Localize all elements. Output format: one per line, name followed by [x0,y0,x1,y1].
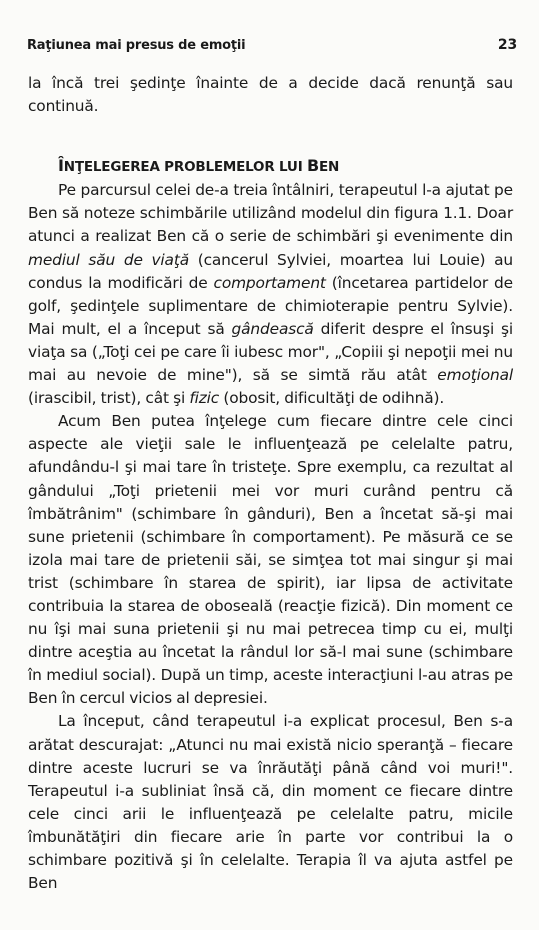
p1-text-6: (obosit, dificultăţi de odihnă). [219,389,445,408]
p1-text-2: (cancerul Sylviei, moartea lui Louie) au condus la modificări de [28,250,513,292]
heading-part-2: EN [319,159,340,176]
running-header [27,37,517,57]
p1-text-5: (irascibil, trist), cât şi [28,389,190,408]
p1-italic-3: gândească [231,319,314,338]
p1-italic-5: fizic [189,389,220,408]
page-number: 23 [497,37,517,53]
body-paragraph-3: La început, când terapeutul i-a explicat procesul, Ben s-a arătat descurajat: „Atunci nu mai există nicio speranţă – fiecare dintre aceste lucruri se va înrăutăţi până când voi muri!". Terapeutul i-a subliniat însă că, din moment ce fiecare dintre cele cinci arii le influenţează pe celelalte patru, micile îmbunătăţiri din fiecare arie în parte vor contribui la o schimbare pozitivă şi în celelalte. Terapia îl va ajuta astfel pe Ben [28,712,513,893]
body-paragraph-1 [28,179,513,410]
p1-text-3: (încetarea partidelor de golf, şedinţele suplimentare de chimioterapie pentru Sylvie). Mai mult, el a început să [28,273,513,338]
body-paragraph-2: Acum Ben putea înţelege cum fiecare dintre cele cinci aspecte ale vieţii sale le influenţează pe celelalte patru, afundându-l şi mai tare în tristeţe. Spre exemplu, ca rezultat al gândului „Toţi prietenii mei vor muri curând pentru că îmbătrânim" (schimbare în gânduri), Ben a încetat să-şi mai sune prietenii (schimbare în comportament). Pe măsură ce se izola mai tare de prietenii săi, se simţea tot mai singur şi mai trist (schimbare în starea de spirit), iar lipsa de activitate contribuia la starea de oboseală (reacţie fizică). Din moment ce nu îşi mai suna prietenii şi nu mai petrecea timp cu ei, mulţi dintre aceştia au încetat la rândul lor să-l mai sune (schimbare în mediul social). După un timp, aceste interacţiuni l-au atras pe Ben în cercul vicios al depresiei. [28,412,513,708]
heading-initial-1: Î [58,156,64,176]
running-title: Raţiunea mai presus de emoţii [27,38,246,53]
p1-italic-2: comportament [213,273,326,292]
page-body [28,72,513,895]
section-heading [58,154,513,179]
p1-text-4: diferit despre el însuşi şi viaţa sa („Toţi cei pe care îi iubesc mor", „Copiii şi nepoţii mei nu mai au nevoie de mine"), să se simtă rău atât [28,319,513,385]
p1-italic-1: mediul său de viaţă [28,250,190,269]
p1-text-1: Pe parcursul celei de-a treia întâlniri, terapeutul l-a ajutat pe Ben să noteze schimbările utilizând modelul din figura 1.1. Doar atunci a realizat Ben că o serie de schimbări şi evenimente din [28,181,513,246]
intro-paragraph: la încă trei şedinţe înainte de a decide dacă renunţă sau continuă. [28,74,513,116]
p1-italic-4: emoţional [437,366,513,385]
heading-initial-2: B [307,156,320,176]
heading-part-1: NŢELEGEREA PROBLEMELOR LUI [63,159,308,176]
